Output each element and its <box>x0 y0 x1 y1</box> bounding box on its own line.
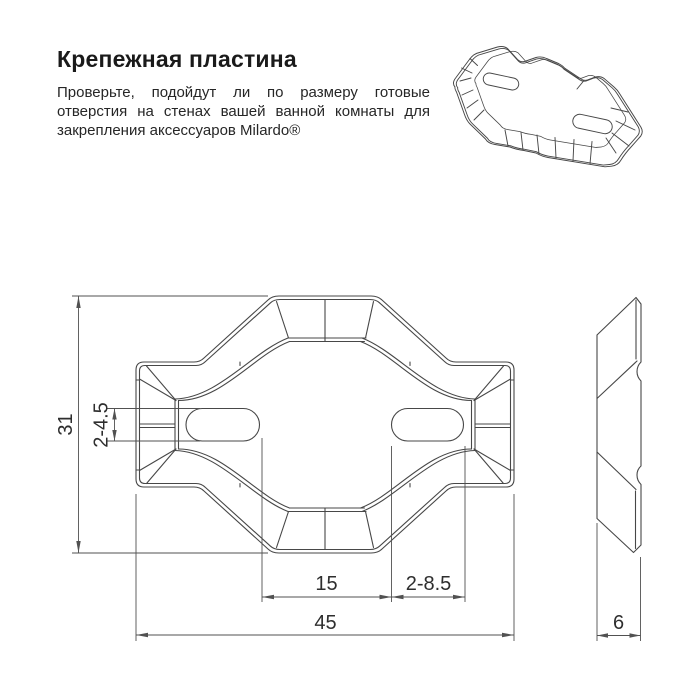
iso-slot-left <box>482 72 520 91</box>
dim-spacing-label: 15 <box>315 573 338 595</box>
dim-slot-length <box>392 446 466 602</box>
front-bottom-bend <box>277 508 374 550</box>
iso-slot-right <box>571 113 613 135</box>
front-flange-creases <box>140 424 511 428</box>
side-view <box>597 298 641 553</box>
front-bend-curves <box>175 338 475 512</box>
side-outline <box>597 298 641 553</box>
page-title: Крепежная пластина <box>57 46 297 72</box>
iso-view <box>453 47 642 167</box>
dim-slot-height <box>91 402 201 448</box>
front-top-bend <box>277 300 374 342</box>
front-slot-right <box>392 409 464 442</box>
front-corner-fans <box>140 366 511 484</box>
front-view <box>136 296 514 553</box>
dim-spacing <box>262 438 392 602</box>
page-description: Проверьте, подойдут ли по размеру готовые отверстия на стенах вашей ванной комнаты для закрепления аксессуаров Milardo® <box>57 83 430 139</box>
front-slot-left <box>186 409 260 442</box>
dim-thickness-label: 6 <box>612 612 625 634</box>
dim-height-label: 31 <box>55 413 77 436</box>
dim-thickness <box>597 523 641 641</box>
dim-slot-height-label: 2-4.5 <box>90 402 113 448</box>
dim-slot-length-label: 2-8.5 <box>405 573 452 595</box>
side-crease-lower <box>597 452 636 490</box>
front-tick-marks <box>136 362 514 487</box>
side-crease-upper <box>597 361 637 399</box>
dim-width-label: 45 <box>314 612 337 634</box>
iso-outline <box>453 47 642 167</box>
